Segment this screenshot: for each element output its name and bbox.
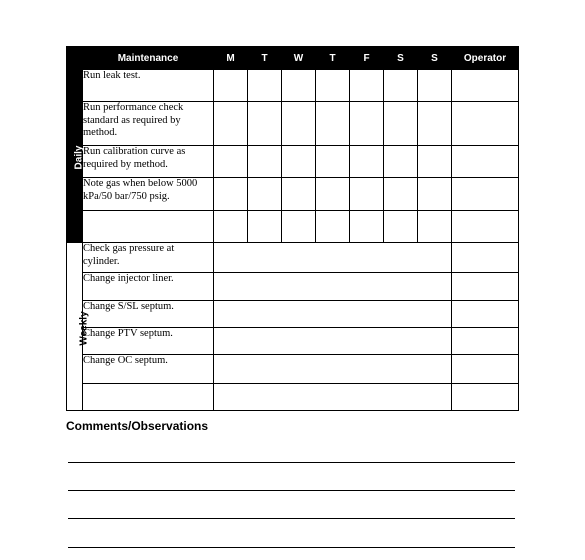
- day-checkbox-cell[interactable]: [248, 178, 282, 211]
- week-check-cell[interactable]: [214, 328, 452, 355]
- day-checkbox-cell[interactable]: [418, 211, 452, 243]
- header-corner: [67, 47, 83, 70]
- comments-title: Comments/Observations: [66, 419, 209, 433]
- day-checkbox-cell[interactable]: [418, 178, 452, 211]
- header-day-sun: S: [418, 47, 452, 70]
- table-row: [67, 102, 519, 146]
- comment-line[interactable]: [68, 490, 515, 491]
- task-calibration-curve: Run calibration curve as required by method.: [83, 146, 214, 178]
- day-checkbox-cell[interactable]: [350, 70, 384, 102]
- day-checkbox-cell[interactable]: [316, 211, 350, 243]
- operator-cell[interactable]: [452, 301, 519, 328]
- day-checkbox-cell[interactable]: [248, 70, 282, 102]
- table-row: [67, 70, 519, 102]
- day-checkbox-cell[interactable]: [316, 146, 350, 178]
- maintenance-table: [66, 46, 519, 411]
- operator-cell[interactable]: [452, 211, 519, 243]
- day-checkbox-cell[interactable]: [384, 102, 418, 146]
- header-day-wed: W: [282, 47, 316, 70]
- daily-label: Daily: [73, 145, 85, 170]
- day-checkbox-cell[interactable]: [282, 146, 316, 178]
- day-checkbox-cell[interactable]: [214, 146, 248, 178]
- operator-cell[interactable]: [452, 355, 519, 384]
- day-checkbox-cell[interactable]: [350, 102, 384, 146]
- weekly-section-label: [67, 243, 90, 411]
- task-change-ssl-septum: Change S/SL septum.: [83, 301, 214, 328]
- operator-cell[interactable]: [452, 273, 519, 301]
- task-blank[interactable]: [83, 384, 214, 411]
- table-row: [67, 146, 519, 178]
- header-maintenance: Maintenance: [83, 47, 214, 70]
- header-day-tue: T: [248, 47, 282, 70]
- comment-line[interactable]: [68, 462, 515, 463]
- table-header-row: [67, 47, 519, 70]
- header-day-sat: S: [384, 47, 418, 70]
- day-checkbox-cell[interactable]: [282, 70, 316, 102]
- operator-cell[interactable]: [452, 384, 519, 411]
- task-blank[interactable]: [83, 211, 214, 243]
- table-row: [67, 355, 519, 384]
- operator-cell[interactable]: [452, 102, 519, 146]
- header-day-fri: F: [350, 47, 384, 70]
- daily-section-label: [67, 70, 83, 243]
- header-day-mon: M: [214, 47, 248, 70]
- operator-cell[interactable]: [452, 328, 519, 355]
- day-checkbox-cell[interactable]: [384, 178, 418, 211]
- table-row: [67, 273, 519, 301]
- day-checkbox-cell[interactable]: [350, 146, 384, 178]
- table-row: [67, 211, 519, 243]
- task-change-injector-liner: Change injector liner.: [83, 273, 214, 301]
- day-checkbox-cell[interactable]: [316, 70, 350, 102]
- header-operator: Operator: [452, 47, 519, 70]
- day-checkbox-cell[interactable]: [418, 146, 452, 178]
- day-checkbox-cell[interactable]: [248, 102, 282, 146]
- task-run-leak-test: Run leak test.: [83, 70, 214, 102]
- operator-cell[interactable]: [452, 70, 519, 102]
- comment-line[interactable]: [68, 547, 515, 548]
- day-checkbox-cell[interactable]: [418, 102, 452, 146]
- day-checkbox-cell[interactable]: [384, 211, 418, 243]
- operator-cell[interactable]: [452, 243, 519, 273]
- day-checkbox-cell[interactable]: [282, 178, 316, 211]
- day-checkbox-cell[interactable]: [418, 70, 452, 102]
- week-check-cell[interactable]: [214, 355, 452, 384]
- task-performance-check: Run performance check standard as required by method.: [83, 102, 214, 146]
- day-checkbox-cell[interactable]: [248, 211, 282, 243]
- operator-cell[interactable]: [452, 146, 519, 178]
- task-change-ptv-septum: Change PTV septum.: [83, 328, 214, 355]
- day-checkbox-cell[interactable]: [282, 102, 316, 146]
- day-checkbox-cell[interactable]: [282, 211, 316, 243]
- table-row: [67, 328, 519, 355]
- day-checkbox-cell[interactable]: [248, 146, 282, 178]
- week-check-cell[interactable]: [214, 243, 452, 273]
- comment-line[interactable]: [68, 518, 515, 519]
- operator-cell[interactable]: [452, 178, 519, 211]
- day-checkbox-cell[interactable]: [214, 102, 248, 146]
- day-checkbox-cell[interactable]: [384, 70, 418, 102]
- task-note-gas: Note gas when below 5000 kPa/50 bar/750 psig.: [83, 178, 214, 211]
- day-checkbox-cell[interactable]: [214, 70, 248, 102]
- weekly-label: Weekly: [78, 310, 90, 346]
- day-checkbox-cell[interactable]: [316, 102, 350, 146]
- day-checkbox-cell[interactable]: [350, 178, 384, 211]
- week-check-cell[interactable]: [214, 301, 452, 328]
- table-row: [67, 301, 519, 328]
- day-checkbox-cell[interactable]: [214, 178, 248, 211]
- table-row: [67, 243, 519, 273]
- task-check-gas-pressure: Check gas pressure at cylinder.: [83, 243, 214, 273]
- day-checkbox-cell[interactable]: [350, 211, 384, 243]
- table-row: [67, 384, 519, 411]
- day-checkbox-cell[interactable]: [384, 146, 418, 178]
- header-day-thu: T: [316, 47, 350, 70]
- day-checkbox-cell[interactable]: [316, 178, 350, 211]
- week-check-cell[interactable]: [214, 273, 452, 301]
- day-checkbox-cell[interactable]: [214, 211, 248, 243]
- task-change-oc-septum: Change OC septum.: [83, 355, 214, 384]
- table-row: [67, 178, 519, 211]
- week-check-cell[interactable]: [214, 384, 452, 411]
